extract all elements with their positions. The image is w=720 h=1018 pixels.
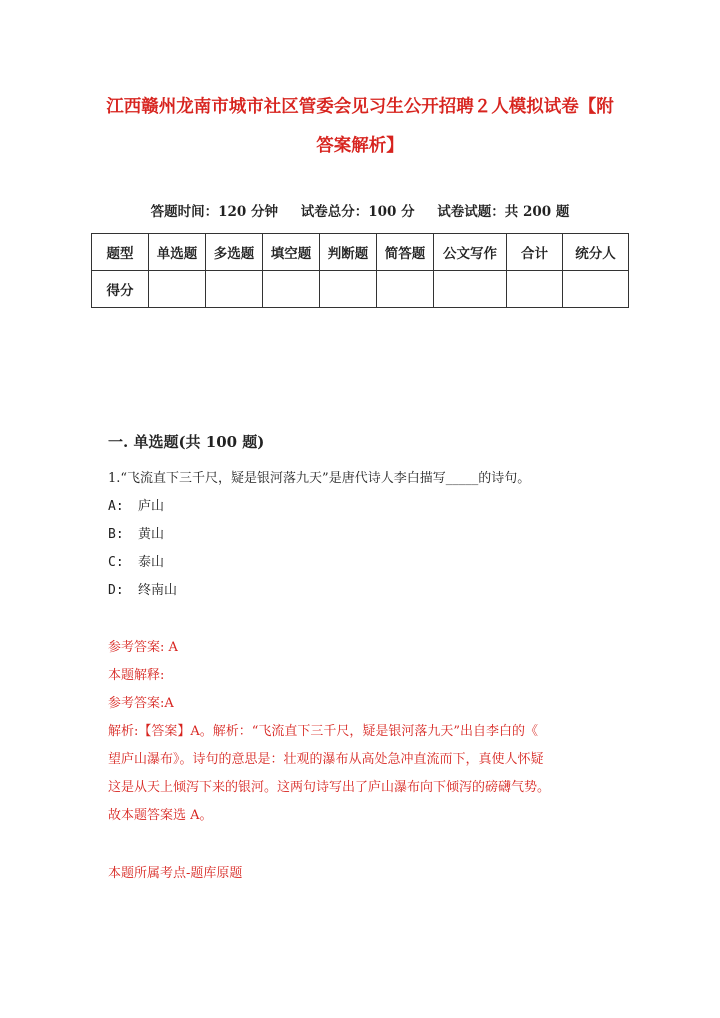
score-header-cell: 单选题 — [149, 234, 206, 271]
score-header-cell: 多选题 — [206, 234, 263, 271]
score-header-cell: 填空题 — [263, 234, 320, 271]
explanation-label: 本题解释: — [108, 668, 165, 683]
analysis-line: 解析:【答案】A。解析：“飞流直下三千尺，疑是银河落九天”出自李白的《 — [108, 724, 539, 739]
document-title-line-1: 江西赣州龙南市城市社区管委会见习生公开招聘２人模拟试卷【附 — [106, 97, 614, 117]
score-cell — [563, 271, 629, 308]
score-cell — [434, 271, 507, 308]
option-b — [108, 523, 164, 542]
exam-meta — [0, 200, 720, 220]
score-header-cell: 判断题 — [320, 234, 377, 271]
score-cell — [507, 271, 563, 308]
score-table-score-row — [92, 271, 629, 308]
score-header-cell: 统分人 — [563, 234, 629, 271]
option-text: 泰山 — [138, 555, 165, 570]
option-letter: C: — [108, 555, 124, 570]
option-text: 终南山 — [138, 583, 178, 598]
option-c — [108, 551, 164, 570]
option-text: 黄山 — [138, 527, 165, 542]
score-row-label: 得分 — [92, 271, 149, 308]
score-cell — [149, 271, 206, 308]
exam-time: 答题时间：120 分钟 — [150, 204, 278, 220]
analysis-line: 望庐山瀑布》。诗句的意思是：壮观的瀑布从高处急冲直流而下，真使人怀疑 — [108, 752, 544, 767]
score-header-cell: 题型 — [92, 234, 149, 271]
score-cell — [320, 271, 377, 308]
question-stem: 1.“飞流直下三千尺，疑是银河落九天”是唐代诗人李白描写_____的诗句。 — [108, 471, 531, 486]
analysis-line: 故本题答案选 A。 — [108, 808, 213, 823]
exam-total-score: 试卷总分：100 分 — [300, 204, 415, 220]
score-cell — [377, 271, 434, 308]
option-d — [108, 579, 177, 598]
option-letter: B: — [108, 527, 124, 542]
option-text: 庐山 — [138, 499, 165, 514]
reference-answer: 参考答案: A — [108, 640, 178, 655]
score-table-header-row — [92, 234, 629, 271]
score-header-cell: 公文写作 — [434, 234, 507, 271]
question-category: 本题所属考点-题库原题 — [108, 866, 243, 881]
score-table — [91, 233, 629, 308]
option-a — [108, 495, 164, 514]
score-header-cell: 简答题 — [377, 234, 434, 271]
option-letter: D: — [108, 583, 124, 598]
exam-question-count: 试卷试题：共 200 题 — [437, 204, 570, 220]
score-header-cell: 合计 — [507, 234, 563, 271]
document-title-line-2: 答案解析】 — [316, 136, 404, 156]
analysis-line: 这是从天上倾泻下来的银河。这两句诗写出了庐山瀑布向下倾泻的磅礴气势。 — [108, 780, 551, 795]
option-letter: A: — [108, 499, 124, 514]
section-heading: 一. 单选题(共 100 题) — [108, 433, 265, 451]
reference-answer-repeat: 参考答案:A — [108, 696, 174, 711]
score-cell — [263, 271, 320, 308]
score-cell — [206, 271, 263, 308]
